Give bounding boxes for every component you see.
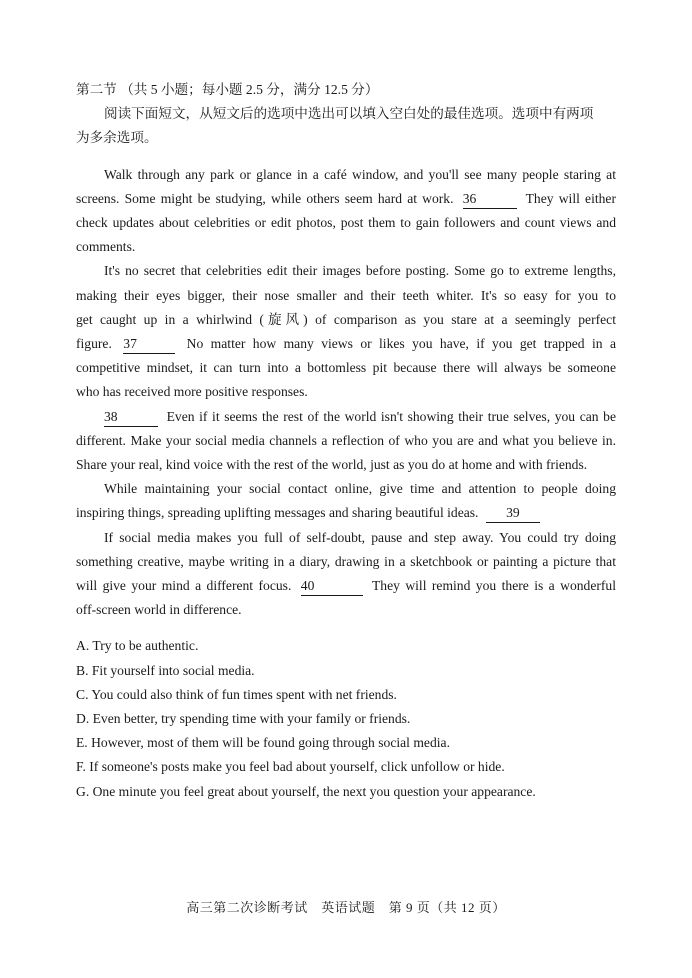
passage-line: making their eyes bigger, their nose smaller and their teeth whiter. It's so easy for you to: [76, 287, 616, 303]
passage-line: off-screen world in difference.: [76, 602, 242, 618]
passage-text: screens. Some might be studying, while others seem hard at work.: [76, 190, 454, 206]
section-meta: （共 5 小题；每小题 2.5 分，满分 12.5 分）: [120, 82, 379, 97]
passage-line: [76, 501, 616, 525]
option-b: B. Fit yourself into social media.: [76, 662, 255, 678]
passage-line: check updates about celebrities or edit photos, post them to gain followers and count views and: [76, 215, 616, 231]
passage-line: get caught up in a whirlwind (旋风) of comparison as you stare at a seemingly perfect: [76, 311, 616, 327]
page-footer: 高三第二次诊断考试 英语试题 第 9 页（共 12 页）: [186, 900, 506, 915]
passage-line: Share your real, kind voice with the rest of the world, just as you do at home and with friends.: [76, 457, 588, 473]
passage-paragraph-4: [76, 477, 616, 525]
passage-line: competitive mindset, it can turn into a bottomless pit because there will always be someone: [76, 360, 616, 376]
passage-line: [76, 187, 616, 211]
passage-line: [76, 332, 616, 356]
passage-paragraph-1: [76, 163, 616, 260]
passage-line: different. Make your social media channels a reflection of who you are and what you believe in.: [76, 432, 616, 448]
option-f: F. If someone's posts make you feel bad about yourself, click unfollow or hide.: [76, 759, 505, 775]
blank-38[interactable]: 38: [104, 408, 158, 427]
passage-text: They will either: [525, 190, 616, 206]
answer-options: [76, 634, 616, 803]
passage-paragraph-5: [76, 526, 616, 623]
passage-line: Walk through any park or glance in a café window, and you'll see many people staring at: [104, 166, 616, 182]
passage-text: will give your mind a different focus.: [76, 578, 292, 594]
instructions-line: 阅读下面短文，从短文后的选项中选出可以填入空白处的最佳选项。选项中有两项: [104, 106, 594, 122]
blank-37[interactable]: 37: [123, 335, 175, 354]
passage-line: [76, 405, 616, 429]
passage-paragraph-3: [76, 405, 616, 478]
blank-40[interactable]: 40: [301, 577, 363, 596]
passage-paragraph-2: [76, 259, 616, 404]
passage-text: figure.: [76, 336, 112, 352]
blank-36[interactable]: 36: [463, 190, 517, 209]
passage-line: who has received more positive responses.: [76, 384, 308, 400]
passage-text: They will remind you there is a wonderful: [371, 578, 617, 594]
passage-line: something creative, maybe writing in a diary, drawing in a sketchbook or painting a picture that: [76, 553, 616, 569]
option-a: A. Try to be authentic.: [76, 638, 199, 654]
instructions-line: 为多余选项。: [76, 130, 158, 146]
passage-text: inspiring things, spreading uplifting messages and sharing beautiful ideas.: [76, 505, 479, 521]
option-d: D. Even better, try spending time with your family or friends.: [76, 711, 411, 727]
page-content: [76, 78, 616, 804]
passage-line: It's no secret that celebrities edit their images before posting. Some go to extreme lengths,: [104, 263, 616, 279]
option-g: G. One minute you feel great about yourself, the next you question your appearance.: [76, 783, 536, 799]
option-e: E. However, most of them will be found going through social media.: [76, 735, 450, 751]
passage-line: If social media makes you full of self-doubt, pause and step away. You could try doing: [104, 529, 616, 545]
passage-line: While maintaining your social contact online, give time and attention to people doing: [104, 481, 616, 497]
passage-line: [76, 574, 616, 598]
section-title: 第二节: [76, 82, 117, 97]
passage-text: Even if it seems the rest of the world isn't showing their true selves, you can be: [166, 408, 616, 424]
section-heading: [76, 78, 616, 102]
option-c: C. You could also think of fun times spent with net friends.: [76, 686, 397, 702]
blank-39[interactable]: 39: [486, 504, 540, 523]
passage-text: No matter how many views or likes you have, if you get trapped in a: [186, 336, 617, 352]
section-instructions: [76, 102, 616, 150]
passage-line: comments.: [76, 239, 136, 255]
